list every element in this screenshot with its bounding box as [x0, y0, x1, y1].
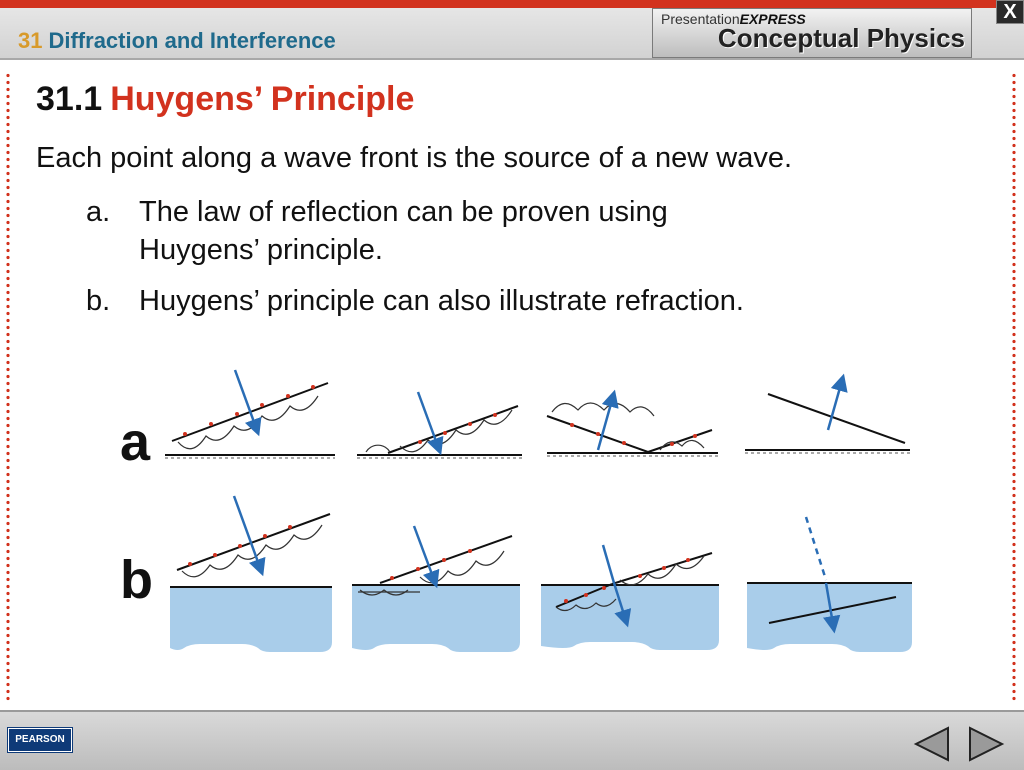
refraction-panel-4	[747, 517, 912, 652]
reflection-panel-3	[547, 393, 718, 456]
refraction-panel-1	[170, 496, 332, 652]
brand-small-suffix: EXPRESS	[739, 11, 806, 27]
brand-title: Conceptual Physics	[717, 23, 965, 53]
row-label-b: b	[120, 550, 153, 610]
lead-text: Each point along a wave front is the source of a new wave.	[36, 142, 793, 174]
chapter-title: Diffraction and Interference	[48, 28, 336, 53]
reflection-panel-1	[165, 370, 335, 458]
list-marker: a.	[86, 196, 111, 228]
section-number: 31.1	[36, 80, 103, 118]
reflection-panel-4	[745, 377, 910, 453]
section-title: Huygens’ Principle	[110, 80, 415, 118]
list-item-line: The law of reflection can be proven using	[139, 196, 668, 228]
chapter-number: 31	[18, 28, 43, 53]
list-item-text: Huygens’ principle can also illustrate refraction.	[139, 285, 744, 317]
previous-slide-button[interactable]	[912, 725, 952, 763]
close-button[interactable]: X	[996, 0, 1024, 24]
row-label-a: a	[120, 412, 151, 472]
pearson-logo: PEARSON	[8, 728, 72, 752]
refraction-panel-2	[352, 526, 520, 652]
refraction-panel-3	[541, 545, 719, 650]
list-item-line: Huygens’ principle.	[139, 234, 383, 266]
left-triangle-icon	[916, 728, 948, 760]
list-marker: b.	[86, 285, 111, 317]
footer-bar	[0, 710, 1024, 770]
reflection-panel-2	[357, 392, 522, 458]
next-slide-button[interactable]	[966, 725, 1006, 763]
right-triangle-icon	[970, 728, 1002, 760]
brand-small-prefix: Presentation	[661, 11, 740, 27]
